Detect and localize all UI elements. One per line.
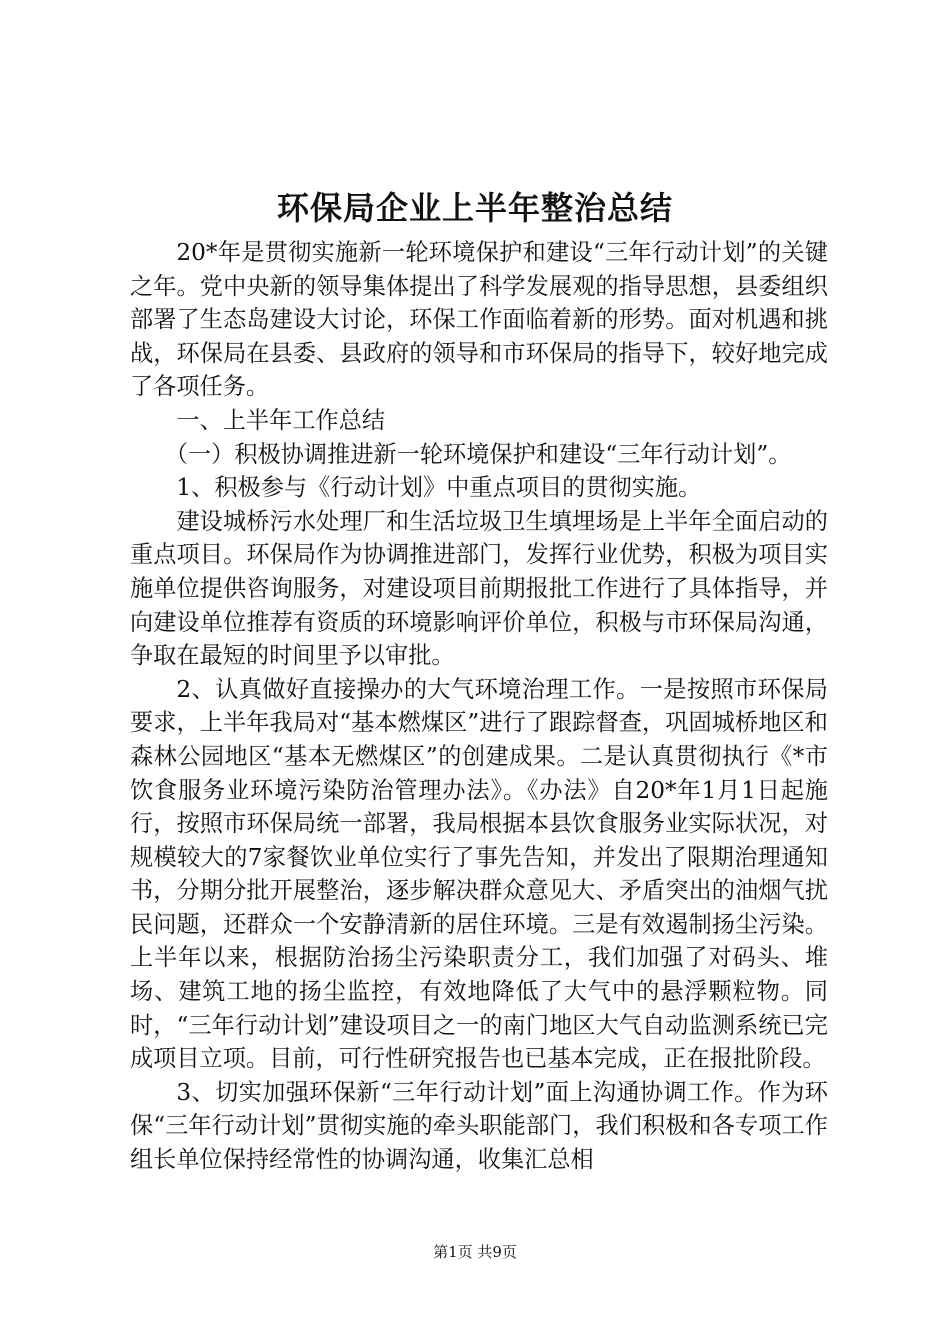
- paragraph-intro: 20*年是贯彻实施新一轮环境保护和建设“三年行动计划”的关键之年。党中央新的领导集体提出了科学发展观的指导思想，县委组织部署了生态岛建设大讨论，环保工作面临着新的形势。面对机遇和挑战，环保局在县委、县政府的领导和市环保局的指导下，较好地完成了各项任务。: [130, 239, 828, 401]
- item-heading: 1、积极参与《行动计划》中重点项目的贯彻实施。: [176, 474, 702, 502]
- section-heading: 一、上半年工作总结: [176, 406, 386, 434]
- document-body: [130, 236, 828, 1177]
- document-title: 环保局企业上半年整治总结: [276, 189, 673, 227]
- paragraph-item-3: 3、切实加强环保新“三年行动计划”面上沟通协调工作。作为环保“三年行动计划”贯彻实施的牵头职能部门，我们积极和各专项工作组长单位保持经常性的协调沟通，收集汇总相: [130, 1078, 828, 1174]
- paragraph-item-1: 建设城桥污水处理厂和生活垃圾卫生填埋场是上半年全面启动的重点项目。环保局作为协调推进部门，发挥行业优势，积极为项目实施单位提供咨询服务，对建设项目前期报批工作进行了具体指导，并向建设单位推荐有资质的环境影响评价单位，积极与市环保局沟通，争取在最短的时间里予以审批。: [130, 507, 828, 670]
- subsection-heading: （一）积极协调推进新一轮环境保护和建设“三年行动计划”。: [164, 440, 792, 468]
- page-footer: 第1页 共9页: [433, 1243, 517, 1261]
- paragraph-item-2: 2、认真做好直接操办的大气环境治理工作。一是按照市环保局要求，上半年我局对“基本燃煤区”进行了跟踪督查，巩固城桥地区和森林公园地区“基本无燃煤区”的创建成果。二是认真贯彻执行《*市饮食服务业环境污染防治管理办法》。《办法》自20*年1月1日起施行，按照市环保局统一部署，我局根据本县饮食服务业实际状况，对规模较大的7家餐饮业单位实行了事先告知，并发出了限期治理通知书，分期分批开展整治，逐步解决群众意见大、矛盾突出的油烟气扰民问题，还群众一个安静清新的居住环境。三是有效遏制扬尘污染。上半年以来，根据防治扬尘污染职责分工，我们加强了对码头、堆场、建筑工地的扬尘监控，有效地降低了大气中的悬浮颗粒物。同时，“三年行动计划”建设项目之一的南门地区大气自动监测系统已完成项目立项。目前，可行性研究报告也已基本完成，正在报批阶段。: [130, 675, 828, 1073]
